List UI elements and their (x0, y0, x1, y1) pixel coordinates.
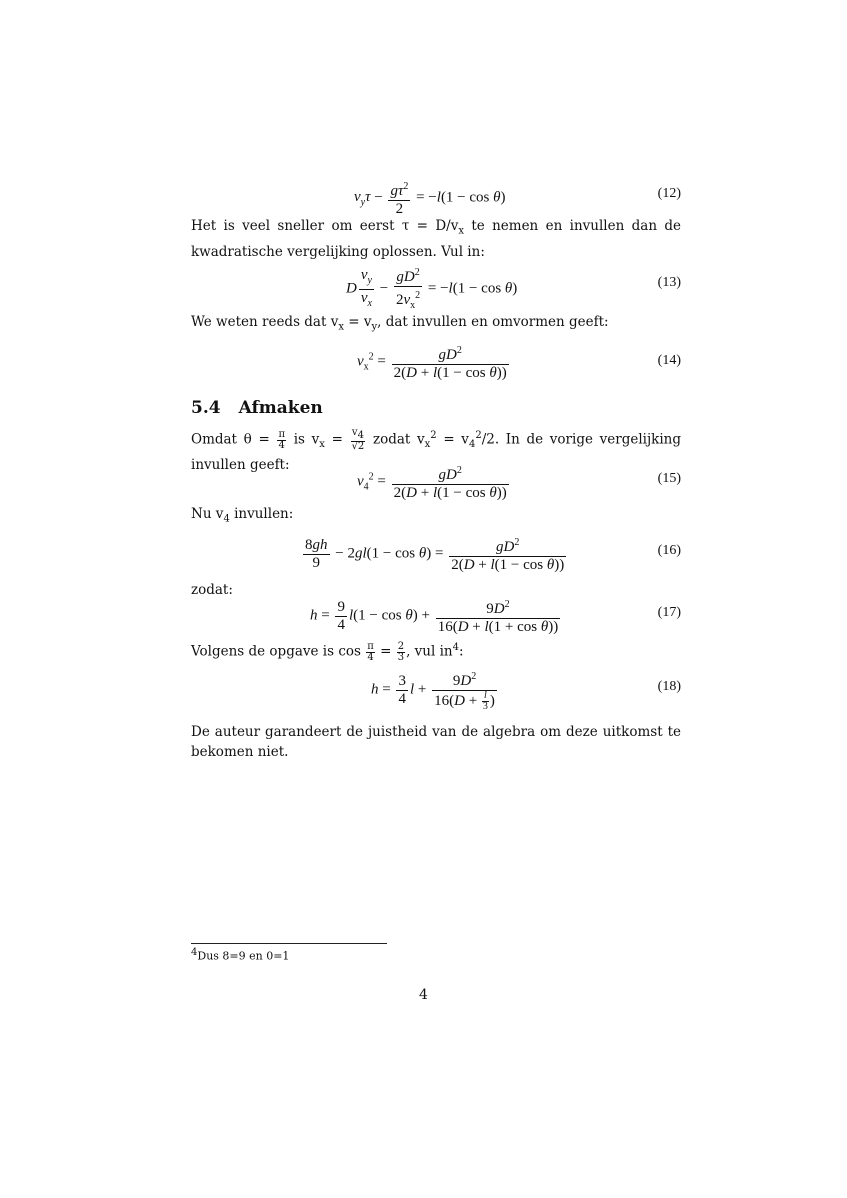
text: Volgens de opgave is cos (191, 643, 366, 660)
text: 2 (430, 430, 437, 441)
equation-number: (15) (657, 471, 681, 486)
text: = v (436, 431, 469, 448)
text: = (324, 431, 350, 448)
section-title: Afmaken (238, 398, 323, 418)
section-heading (191, 398, 323, 418)
equation-number: (18) (657, 679, 681, 694)
equation-16: $\frac{8gh}{9}$ − 2gl(1 − cos θ) = $\frac{gD^2}{\text{2(D + l(1 − cos θ))}}$ (16) (191, 532, 681, 576)
equation-15: $v_4^2$ = $\frac{gD^2}{\text{2(D + l(1 − cos θ))}}$ (15) (191, 460, 681, 504)
footnote-mark: 4 (452, 642, 459, 653)
text: invullen: (229, 506, 294, 522)
text: , vul in (406, 643, 453, 660)
text: x (458, 225, 464, 237)
text: zodat v (366, 431, 425, 448)
text: : (459, 643, 464, 660)
text: = (375, 643, 396, 660)
equation-13: D $\frac{v_y}{v_x}$ − $\frac{gD^2}{2v_x^2}$ = −l(1 − cos θ) (13) (191, 262, 681, 306)
equation-number: (16) (657, 543, 681, 558)
text: /2. In de vorige vergelijking invullen geeft: (191, 431, 681, 474)
text: Het is veel sneller om eerst τ = D/v (191, 218, 459, 234)
text: De auteur garandeert de juistheid van de algebra om deze uitkomst te bekomen niet. (191, 724, 681, 760)
equation-12: $v_y\tau$ − $\frac{g\tau^2}{2}$ = −l(1 − cos θ) (12) (191, 176, 681, 216)
text: x (424, 439, 431, 451)
footnote-rule (191, 943, 387, 944)
equation-18: h = $\frac{3}{4}$ l + $9D^2$ 16(D + $\frac{l}{3}$ ) (18) (191, 666, 681, 714)
equation-number: (14) (657, 353, 681, 368)
text: zodat: (191, 582, 233, 598)
footnote-text: Dus 8=9 en 0=1 (197, 949, 290, 963)
text: y (371, 321, 378, 333)
text: Omdat θ = (191, 431, 277, 448)
paragraph (191, 312, 681, 338)
text: x (338, 321, 344, 333)
equation-number: (12) (657, 186, 681, 201)
footnote (191, 947, 289, 963)
text: x (319, 439, 325, 451)
text: , dat invullen en omvormen geeft: (377, 314, 609, 330)
section-number: 5.4 (191, 398, 221, 418)
footnote-mark: 4 (191, 947, 198, 958)
paragraph: Volgens de opgave is cos $\frac{\pi}{4}$ = $\frac{2}{3}$ , vul $in^4$: (191, 640, 464, 663)
text: te nemen en invullen dan de kwadratische vergelijking oplossen. Vul in: (191, 218, 681, 260)
text: is v (287, 431, 320, 448)
text: = v (343, 314, 372, 330)
text: We weten reeds dat v (191, 314, 339, 330)
paragraph (191, 504, 681, 530)
paragraph: Omdat θ = $\frac{\pi}{4}$ is $v_x$ = $\frac{v_4}{√2}$ zodat $v_x^2 = v_4^2/2$. In de vorige vergelijking invullen geeft: (191, 427, 681, 474)
equation-number: (17) (657, 605, 681, 620)
paragraph (191, 722, 681, 762)
equation-number: (13) (657, 275, 681, 290)
text: Nu v (191, 506, 224, 522)
page-number: 4 (419, 987, 428, 1003)
text: 2 (475, 430, 482, 441)
text: 4 (468, 439, 476, 451)
text: 4 (223, 513, 230, 525)
equation-14: $v_x^2$ = $\frac{gD^2}{\text{2(D + l(1 − cos θ))}}$ (14) (191, 340, 681, 384)
paragraph (191, 216, 681, 262)
equation-17: h = $\frac{9}{4}$ l(1 − cos θ) + $\frac{9D^2}{\text{16(D + l(1 + cos θ))}}$ (17) (191, 594, 681, 638)
